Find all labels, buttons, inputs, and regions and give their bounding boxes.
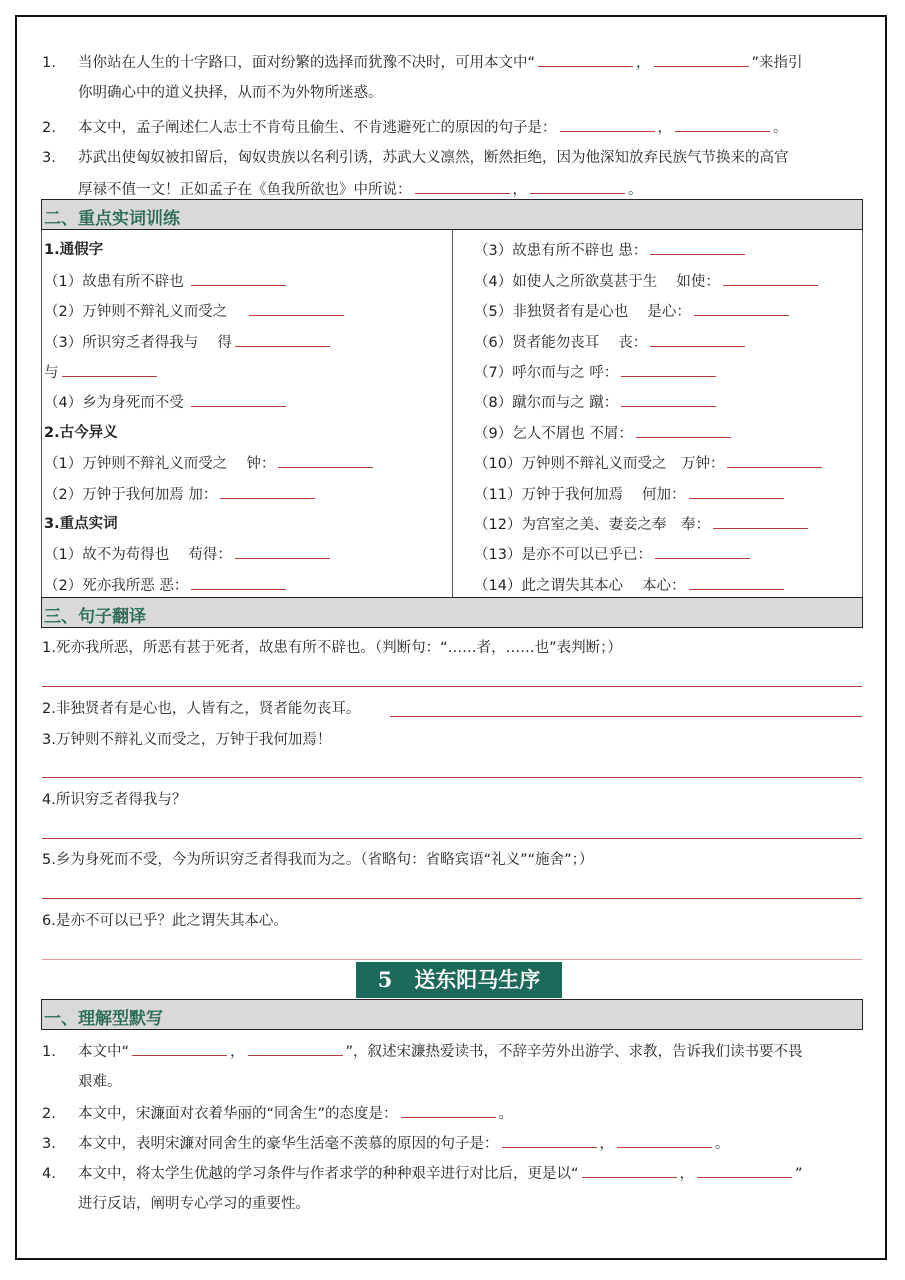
question-text: ”，叙述宋濂热爱读书，不辞辛劳外出游学、求教，告诉我们读书要不畏	[345, 1044, 803, 1060]
answer-blank[interactable]	[191, 271, 286, 286]
exercise-item	[44, 575, 289, 596]
section-header	[41, 999, 863, 1030]
question-1-cont: 你明确心中的道义抉择，从而不为外物所迷惑。	[78, 85, 383, 101]
exercise-item	[474, 271, 821, 292]
answer-blank[interactable]	[655, 544, 750, 559]
answer-blank[interactable]	[727, 453, 822, 468]
column-divider	[452, 230, 453, 598]
item-text: （2）死亦我所恶 恶：	[44, 578, 189, 594]
exercise-item	[474, 484, 787, 505]
question-number: 3.	[42, 150, 56, 166]
exercise-item	[44, 453, 376, 474]
exercise-item	[474, 392, 719, 413]
item-text: （4）如使人之所欲莫甚于生 如使：	[474, 274, 720, 290]
answer-line[interactable]	[42, 686, 862, 687]
question-text: 本文中，将太学生优越的学习条件与作者求学的种种艰辛进行对比后，更是以“	[78, 1166, 579, 1182]
item-text: （5）非独贤者有是心也 是心：	[474, 304, 691, 320]
section-title: 二、重点实词训练	[44, 209, 180, 229]
translation-sentence: 4.所识穷乏者得我与？	[42, 792, 187, 808]
table-border-right	[862, 230, 863, 598]
answer-blank[interactable]	[689, 575, 784, 590]
translation-sentence: 5.乡为身死而不受，今为所识穷乏者得我而为之。（省略句：省略宾语“礼义”“施舍”；）	[42, 852, 594, 868]
answer-line[interactable]	[42, 838, 862, 839]
question-text: 当你站在人生的十字路口，面对纷繁的选择而犹豫不决时，可用本文中“	[78, 55, 536, 71]
item-text: （2）万钟于我何加焉 加：	[44, 487, 218, 503]
exercise-item	[474, 514, 811, 535]
section-title: 一、理解型默写	[44, 1009, 163, 1029]
translation-sentence: 2.非独贤者有是心也，人皆有之，贤者能勿丧耳。	[42, 701, 361, 717]
answer-blank[interactable]	[401, 1103, 496, 1118]
answer-line[interactable]	[390, 716, 862, 717]
section-title: 三、句子翻译	[44, 607, 146, 627]
item-text: （4）乡为身死而不受	[44, 395, 184, 411]
question-number: 4.	[42, 1166, 56, 1182]
answer-line[interactable]	[42, 777, 862, 778]
answer-blank[interactable]	[617, 1133, 712, 1148]
answer-blank[interactable]	[191, 392, 286, 407]
answer-blank[interactable]	[538, 52, 633, 67]
answer-blank[interactable]	[654, 52, 749, 67]
question-number: 3.	[42, 1136, 56, 1152]
question-3-cont	[78, 179, 643, 200]
question-3	[42, 148, 789, 168]
exercise-item	[44, 362, 160, 383]
exercise-item	[44, 271, 289, 292]
answer-blank[interactable]	[220, 484, 315, 499]
question-4	[42, 1163, 803, 1184]
answer-blank[interactable]	[697, 1163, 792, 1178]
exercise-item	[474, 301, 792, 322]
item-text: （3）故患有所不辟也 患：	[474, 243, 648, 259]
separator: ，	[599, 1136, 614, 1152]
answer-blank[interactable]	[415, 179, 510, 194]
question-text: 苏武出使匈奴被扣留后，匈奴贵族以名利引诱，苏武大义凛然，断然拒绝，因为他深知放弃民族气节换来的高官	[78, 150, 789, 166]
translation-sentence: 1.死亦我所恶，所恶有甚于死者，故患有所不辟也。（判断句：“……者，……也”表判断；）	[42, 640, 622, 656]
exercise-item	[44, 484, 318, 505]
question-text: 。	[715, 1136, 730, 1152]
question-text: 本文中，表明宋濂对同舍生的豪华生活毫不羡慕的原因的句子是：	[78, 1136, 499, 1152]
question-3	[42, 1133, 730, 1154]
answer-blank[interactable]	[62, 362, 157, 377]
question-2	[42, 117, 788, 138]
question-text: 。	[773, 120, 788, 136]
exercise-item	[474, 453, 825, 474]
answer-blank[interactable]	[560, 117, 655, 132]
lesson-number: 5	[377, 967, 393, 992]
answer-blank[interactable]	[675, 117, 770, 132]
question-text: 本文中，宋濂面对衣着华丽的“同舍生”的态度是：	[78, 1106, 398, 1122]
item-text: （2）万钟则不辩礼义而受之	[44, 304, 228, 320]
question-text: 。	[628, 182, 643, 198]
question-number: 1.	[42, 1044, 56, 1060]
item-text: （10）万钟则不辩礼义而受之 万钟：	[474, 456, 725, 472]
item-text: 与	[44, 365, 59, 381]
subheading: 2.古今异义	[44, 425, 118, 441]
answer-blank[interactable]	[278, 453, 373, 468]
item-text: （7）呼尔而与之 呼：	[474, 365, 619, 381]
item-text: （12）为宫室之美、妻妾之奉 奉：	[474, 517, 710, 533]
answer-blank[interactable]	[713, 514, 808, 529]
answer-blank[interactable]	[723, 271, 818, 286]
answer-blank[interactable]	[582, 1163, 677, 1178]
answer-blank[interactable]	[249, 301, 344, 316]
item-text: （1）万钟则不辩礼义而受之 钟：	[44, 456, 276, 472]
item-text: （6）贤者能勿丧耳 丧：	[474, 335, 648, 351]
answer-blank[interactable]	[132, 1041, 227, 1056]
question-text: ”	[795, 1166, 803, 1182]
answer-blank[interactable]	[502, 1133, 597, 1148]
item-text: （3）所识穷乏者得我与 得	[44, 335, 232, 351]
question-1	[42, 1041, 803, 1062]
item-text: （13）是亦不可以已乎已：	[474, 547, 652, 563]
exercise-item	[44, 544, 333, 565]
exercise-item	[474, 362, 719, 383]
translation-sentence: 6.是亦不可以已乎？此之谓失其本心。	[42, 913, 288, 929]
answer-blank[interactable]	[191, 575, 286, 590]
separator: ，	[679, 1166, 695, 1182]
answer-blank[interactable]	[235, 544, 330, 559]
answer-blank[interactable]	[694, 301, 789, 316]
exercise-item	[474, 575, 787, 596]
question-text: ”来指引	[751, 55, 803, 71]
exercise-item	[44, 392, 289, 413]
question-text: 。	[498, 1106, 514, 1122]
item-text: （9）乞人不屑也 不屑：	[474, 426, 633, 442]
separator: ，	[636, 55, 651, 71]
answer-blank[interactable]	[530, 179, 625, 194]
answer-blank[interactable]	[235, 332, 330, 347]
exercise-item	[474, 332, 748, 353]
subheading: 1.通假字	[44, 242, 104, 258]
question-number: 2.	[42, 120, 56, 136]
question-1	[42, 52, 803, 73]
question-4-cont: 进行反诘，阐明专心学习的重要性。	[78, 1196, 310, 1212]
answer-line[interactable]	[42, 959, 862, 960]
question-2	[42, 1103, 513, 1124]
question-text: 厚禄不值一文！正如孟子在《鱼我所欲也》中所说：	[78, 182, 412, 198]
translation-sentence: 3.万钟则不辩礼义而受之，万钟于我何加焉！	[42, 732, 332, 748]
separator: ，	[657, 120, 672, 136]
answer-line[interactable]	[42, 898, 862, 899]
answer-blank[interactable]	[621, 392, 716, 407]
item-text: （11）万钟于我何加焉 何加：	[474, 487, 686, 503]
answer-blank[interactable]	[636, 423, 731, 438]
question-number: 2.	[42, 1106, 56, 1122]
question-1-cont: 艰难。	[78, 1074, 122, 1090]
item-text: （8）蹴尔而与之 蹴：	[474, 395, 619, 411]
subheading: 3.重点实词	[44, 516, 118, 532]
lesson-title	[356, 962, 562, 998]
exercise-item	[474, 544, 753, 565]
answer-blank[interactable]	[650, 240, 745, 255]
question-text: 本文中“	[78, 1044, 130, 1060]
separator: ，	[512, 182, 527, 198]
lesson-name: 送东阳马生序	[414, 967, 541, 992]
section-header	[41, 199, 863, 230]
answer-blank[interactable]	[621, 362, 716, 377]
section-header	[41, 597, 863, 628]
item-text: （1）故不为苟得也 苟得：	[44, 547, 232, 563]
separator: ，	[230, 1044, 245, 1060]
answer-blank[interactable]	[650, 332, 745, 347]
table-border-left	[41, 230, 42, 598]
exercise-item	[474, 423, 734, 444]
question-text: 本文中，孟子阐述仁人志士不肯苟且偷生、不肯逃避死亡的原因的句子是：	[78, 120, 557, 136]
item-text: （14）此之谓失其本心 本心：	[474, 578, 686, 594]
answer-blank[interactable]	[689, 484, 784, 499]
exercise-item	[44, 301, 347, 322]
item-text: （1）故患有所不辟也	[44, 274, 184, 290]
exercise-item	[44, 332, 333, 353]
answer-blank[interactable]	[248, 1041, 343, 1056]
exercise-item	[474, 240, 748, 261]
question-number: 1.	[42, 55, 56, 71]
